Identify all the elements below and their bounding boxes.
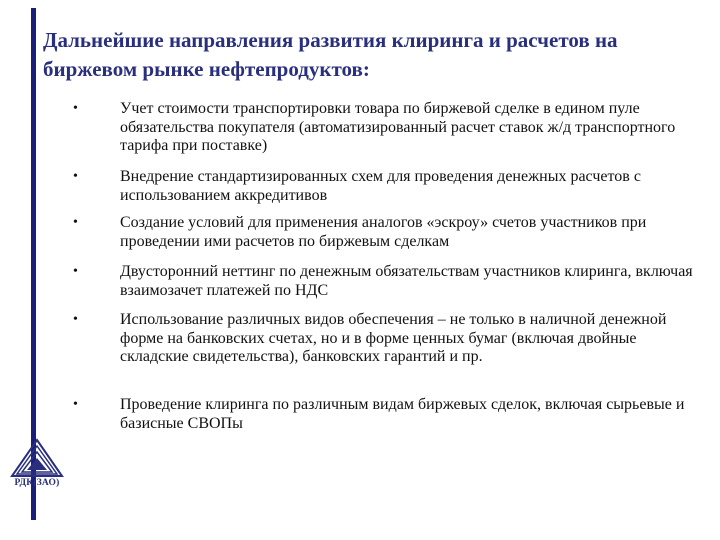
bullet-text: Создание условий для применения аналогов «эскроу» счетов участников при проведении ими расчетов по биржевым сделкам [120,214,647,250]
bullet-text: Учет стоимости транспортировки товара по биржевой сделке в едином пуле обязательства покупателя (автоматизированный расчет ставок ж/д транспортного тарифа при поставке) [120,100,676,154]
bullet-marker: • [73,169,78,184]
bullet-text: Внедрение стандартизированных схем для проведения денежных расчетов с использованием аккредитивов [120,168,641,204]
company-logo [4,438,70,494]
logo-label: РДК(ЗАО) [14,478,60,488]
bullet-marker: • [73,397,78,412]
bullet-text: Двусторонний неттинг по денежным обязательствам участников клиринга, включая взаимозачет платежей по НДС [120,263,693,299]
bullet-marker: • [73,312,78,327]
bullet-marker: • [73,264,78,279]
bullet-text: Проведение клиринга по различным видам биржевых сделок, включая сырьевые и базисные СВОПы [120,396,685,432]
bullet-marker: • [73,101,78,116]
slide-title: Дальнейшие направления развития клиринга и расчетов на биржевом рынке нефтепродуктов: [43,28,618,81]
triangle-logo-icon [10,438,64,478]
bullet-text: Использование различных видов обеспечения – не только в наличной денежной форме на банковских счетах, но и в форме ценных бумаг (включая двойные складские свидетельства), банковских гарантий и пр. [120,311,667,365]
bullet-marker: • [73,215,78,230]
